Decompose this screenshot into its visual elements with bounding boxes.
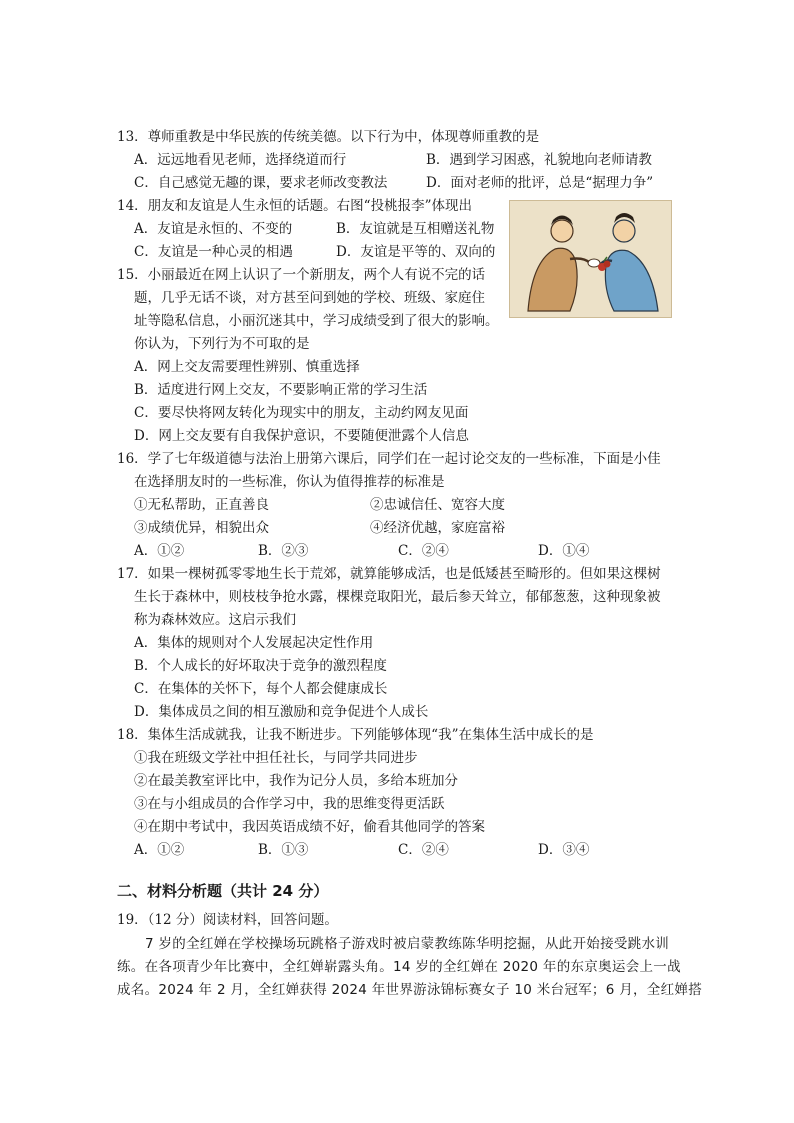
q15-option-c: C．要尽快将网友转化为现实中的朋友，主动约网友见面 [134, 405, 469, 421]
q15-stem-line3: 址等隐私信息，小丽沉迷其中，学习成绩受到了很大的影响。 [134, 313, 499, 329]
q15-option-b: B．适度进行网上交友，不要影响正常的学习生活 [134, 382, 428, 398]
q13-option-c: C．自己感觉无趣的课，要求老师改变教法 [134, 175, 388, 191]
q17-option-d: D．集体成员之间的相互激励和竞争促进个人成长 [134, 704, 429, 720]
q16-option-d: D．①④ [538, 543, 590, 559]
q14-option-b: B．友谊就是互相赠送礼物 [336, 221, 495, 237]
q14-stem: 14．朋友和友谊是人生永恒的话题。右图“投桃报李”体现出 [117, 198, 472, 214]
q13-option-d: D．面对老师的批评，总是“据理力争” [426, 175, 654, 191]
q19-material-line1: 7 岁的全红婵在学校操场玩跳格子游戏时被启蒙教练陈华明挖掘，从此开始接受跳水训 [145, 936, 670, 952]
q14-option-a: A．友谊是永恒的、不变的 [134, 221, 293, 237]
q18-option-b: B．①③ [258, 842, 309, 858]
q19-material-line3: 成名。2024 年 2 月，全红婵获得 2024 年世界游泳锦标赛女子 10 米台冠军；6 月，全红婵搭 [117, 982, 702, 998]
q17-option-b: B．个人成长的好坏取决于竞争的激烈程度 [134, 658, 387, 674]
q15-stem-line2: 题，几乎无话不谈，对方甚至问到她的学校、班级、家庭住 [134, 290, 485, 306]
q16-stem-line2: 在选择朋友时的一些标准，你认为值得推荐的标准是 [134, 474, 445, 490]
q15-option-d: D．网上交友要有自我保护意识，不要随便泄露个人信息 [134, 428, 469, 444]
q16-choice-2: ②忠诚信任、宽容大度 [370, 497, 505, 513]
peach-exchange-illustration [509, 200, 672, 318]
q17-option-c: C．在集体的关怀下，每个人都会健康成长 [134, 681, 388, 697]
q16-choice-4: ④经济优越，家庭富裕 [370, 520, 505, 536]
q18-choice-1: ①我在班级文学社中担任社长，与同学共同进步 [134, 750, 418, 766]
q18-choice-4: ④在期中考试中，我因英语成绩不好，偷看其他同学的答案 [134, 819, 485, 835]
q17-stem-line3: 称为森林效应。这启示我们 [134, 612, 296, 628]
q13-option-a: A．远远地看见老师，选择绕道而行 [134, 152, 347, 168]
q17-option-a: A．集体的规则对个人发展起决定性作用 [134, 635, 374, 651]
q13-stem: 13．尊师重教是中华民族的传统美德。以下行为中，体现尊师重教的是 [117, 129, 540, 145]
q16-choice-1: ①无私帮助，正直善良 [134, 497, 269, 513]
q13-option-b: B．遇到学习困惑，礼貌地向老师请教 [426, 152, 652, 168]
q18-choice-2: ②在最美教室评比中，我作为记分人员，多给本班加分 [134, 773, 458, 789]
q16-option-a: A．①② [134, 543, 185, 559]
q18-option-a: A．①② [134, 842, 185, 858]
q19-material-line2: 练。在各项青少年比赛中，全红婵崭露头角。14 岁的全红婵在 2020 年的东京奥运会上一战 [117, 959, 681, 975]
section-title: 二、材料分析题（共计 24 分） [117, 882, 329, 900]
q14-option-c: C．友谊是一种心灵的相遇 [134, 244, 293, 260]
q16-option-c: C．②④ [398, 543, 449, 559]
q17-stem-line2: 生长于森林中，则枝枝争抢水露，棵棵竞取阳光，最后参天耸立，郁郁葱葱，这种现象被 [134, 589, 661, 605]
q15-stem-line4: 你认为，下列行为不可取的是 [134, 336, 310, 352]
q18-choice-3: ③在与小组成员的合作学习中，我的思维变得更活跃 [134, 796, 445, 812]
two-scholars-illustration-icon [510, 201, 671, 317]
q16-stem-line1: 16．学了七年级道德与法治上册第六课后，同学们在一起讨论交友的一些标准，下面是小佳 [117, 451, 661, 467]
q19-stem: 19．（12 分）阅读材料，回答问题。 [117, 912, 338, 928]
q18-option-c: C．②④ [398, 842, 449, 858]
q14-option-d: D．友谊是平等的、双向的 [336, 244, 496, 260]
q18-option-d: D．③④ [538, 842, 590, 858]
q16-option-b: B．②③ [258, 543, 309, 559]
q16-choice-3: ③成绩优异，相貌出众 [134, 520, 269, 536]
q17-stem-line1: 17．如果一棵树孤零零地生长于荒郊，就算能够成活，也是低矮甚至畸形的。但如果这棵树 [117, 566, 661, 582]
q15-option-a: A．网上交友需要理性辨别、慎重选择 [134, 359, 360, 375]
q15-stem-line1: 15．小丽最近在网上认识了一个新朋友，两个人有说不完的话 [117, 267, 486, 283]
q18-stem: 18．集体生活成就我，让我不断进步。下列能够体现“我”在集体生活中成长的是 [117, 727, 594, 743]
